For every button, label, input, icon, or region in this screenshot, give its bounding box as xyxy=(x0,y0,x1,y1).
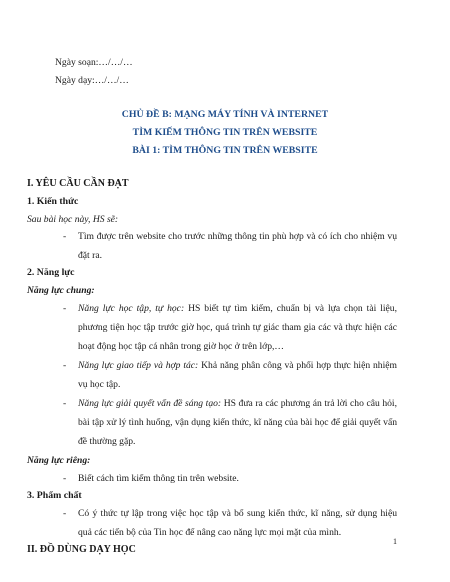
bullet-marker: - xyxy=(63,473,67,484)
competence-bullet-problem-solving xyxy=(78,394,397,451)
bullet-label: Năng lực giải quyết vấn đề sáng tạo: xyxy=(78,398,222,409)
specific-competence-bullet: Biết cách tìm kiếm thông tin trên website. xyxy=(78,473,239,484)
general-competence-heading: Năng lực chung: xyxy=(27,285,95,296)
topic-title: CHỦ ĐỀ B: MẠNG MÁY TÍNH VÀ INTERNET xyxy=(121,109,329,120)
bullet-text: HS biết tự tìm kiếm, chuẩn bị và lựa chọn tài liệu, phương tiện học tập trước giờ học, quá trình tự giác tham gia các và thực hiện các hoạt động học tập cá nhân trong giờ học ở trên lớp,… xyxy=(78,303,397,352)
page-number: 1 xyxy=(393,537,397,546)
competence-bullet-self-study xyxy=(78,299,397,356)
date-taught: Ngày dạy:…/…/… xyxy=(55,75,129,86)
bullet-marker: - xyxy=(63,508,67,519)
competence-heading: 2. Năng lực xyxy=(27,267,75,278)
bullet-text: HS đưa ra các phương án trả lời cho câu hỏi, bài tập xử lý tình huống, vận dụng kiến thức, kĩ năng của bài học để giải quyết vấn đề thường gặp. xyxy=(78,398,397,447)
bullet-marker: - xyxy=(63,398,67,409)
bullet-marker: - xyxy=(63,303,67,314)
specific-competence-heading: Năng lực riêng: xyxy=(27,455,91,466)
section-1-heading: I. YÊU CẦU CẦN ĐẠT xyxy=(27,178,129,189)
bullet-marker: - xyxy=(63,360,67,371)
qualities-heading: 3. Phẩm chất xyxy=(27,490,82,501)
subtopic-title: TÌM KIẾM THÔNG TIN TRÊN WEBSITE xyxy=(132,127,318,138)
competence-bullet-communication xyxy=(78,356,397,394)
bullet-marker: - xyxy=(63,231,67,242)
bullet-label: Năng lực học tập, tự học: xyxy=(78,303,185,314)
bullet-label: Năng lực giao tiếp và hợp tác: xyxy=(78,360,199,371)
knowledge-heading: 1. Kiến thức xyxy=(27,196,79,207)
qualities-bullet: Có ý thức tự lập trong việc học tập và bổ sung kiến thức, kĩ năng, sử dụng hiệu quả các tiến bộ của Tin học để nâng cao năng lực mọi mặt của mình. xyxy=(78,508,397,538)
bullet-text: Khả năng phân công và phối hợp thực hiện nhiệm vụ học tập. xyxy=(78,360,397,390)
knowledge-intro: Sau bài học này, HS sẽ: xyxy=(27,214,119,225)
lesson-title: BÀI 1: TÌM THÔNG TIN TRÊN WEBSITE xyxy=(132,145,318,156)
section-2-heading: II. ĐỒ DÙNG DẠY HỌC xyxy=(27,544,136,555)
knowledge-bullet: Tìm được trên website cho trước những thông tin phù hợp và có ích cho nhiệm vụ đặt ra. xyxy=(78,231,397,261)
date-prepared: Ngày soạn:…/…/… xyxy=(55,57,133,68)
